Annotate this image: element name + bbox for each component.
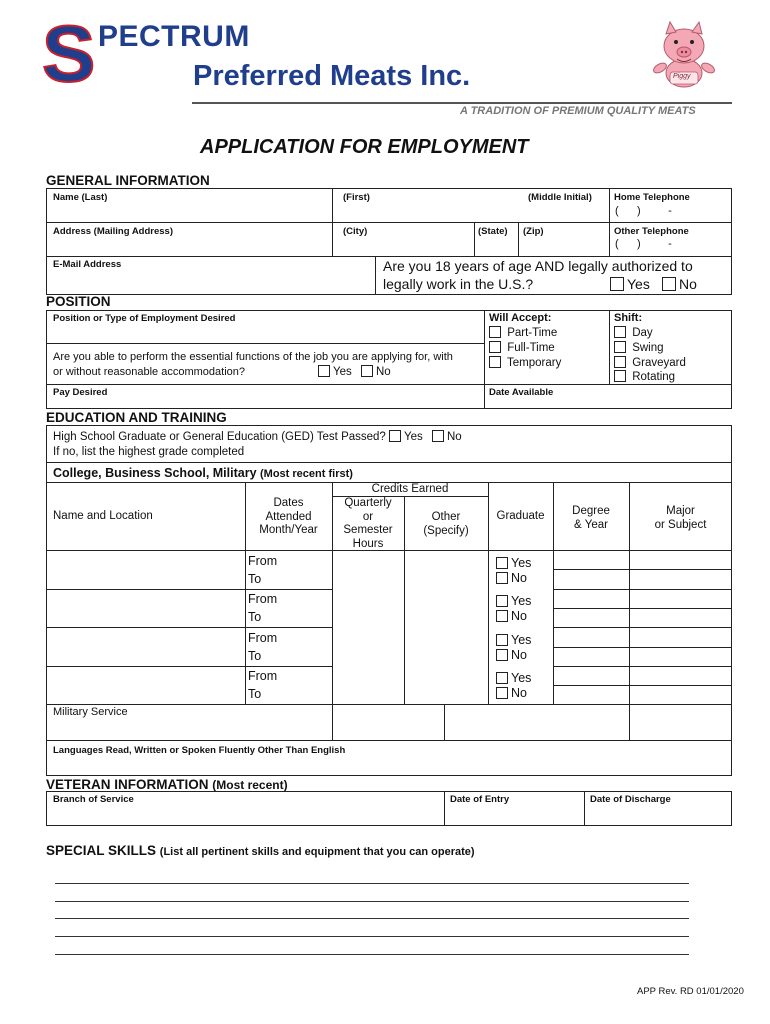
divider: [584, 791, 585, 826]
no-label: No: [447, 431, 462, 443]
tagline: A TRADITION OF PREMIUM QUALITY MEATS: [460, 105, 696, 117]
hs-grade-field[interactable]: If no, list the highest grade completed: [53, 446, 245, 458]
header-line: Hours: [352, 537, 384, 550]
swing-checkbox[interactable]: [614, 341, 626, 353]
option-label: Full-Time: [507, 342, 555, 354]
row3-to: To: [248, 649, 262, 663]
header-line: (Specify): [423, 525, 469, 537]
shift-label: Shift:: [614, 312, 643, 324]
divider: [553, 569, 732, 570]
header-line: Quarterly: [344, 497, 392, 509]
veteran-title: [46, 777, 288, 792]
divider: [46, 589, 333, 590]
home-telephone-field[interactable]: Home Telephone: [614, 192, 690, 203]
general-information-title: GENERAL INFORMATION: [46, 173, 210, 188]
college-title: [53, 466, 353, 480]
hs-yes-option[interactable]: [389, 430, 423, 443]
logo-s: S: [42, 9, 96, 98]
header-line: & Year: [574, 519, 608, 531]
divider: [46, 256, 732, 257]
yes-label: Yes: [511, 556, 532, 570]
row2-grad-yes[interactable]: [496, 594, 531, 608]
header-rule: [192, 102, 732, 104]
logo-preferred-meats: Preferred Meats Inc.: [193, 60, 471, 92]
accept-full-time-option[interactable]: [489, 341, 555, 354]
row3-grad-no[interactable]: [496, 648, 527, 662]
college-subtitle: (Most recent first): [260, 468, 353, 480]
grad-yes-checkbox[interactable]: [496, 595, 508, 607]
hs-no-option[interactable]: [432, 430, 462, 443]
header-line: Dates: [273, 497, 304, 509]
divider: [46, 222, 732, 223]
skills-line[interactable]: [55, 936, 689, 937]
option-label: Swing: [632, 342, 664, 354]
divider: [46, 740, 732, 741]
yes-label: Yes: [511, 594, 532, 608]
accept-part-time-option[interactable]: [489, 326, 557, 339]
skills-line[interactable]: [55, 954, 689, 955]
accept-temporary-option[interactable]: [489, 356, 561, 369]
email-field[interactable]: E-Mail Address: [53, 259, 122, 270]
row2-grad-no[interactable]: [496, 609, 527, 623]
military-service-field[interactable]: Military Service: [53, 706, 128, 718]
grad-no-checkbox[interactable]: [496, 649, 508, 661]
divider: [46, 666, 333, 667]
divider: [444, 791, 445, 826]
divider: [46, 384, 732, 385]
row4-from: From: [248, 669, 278, 683]
middle-initial-field[interactable]: (Middle Initial): [528, 192, 592, 203]
name-location-header: Name and Location: [53, 510, 153, 522]
row2-from: From: [248, 592, 278, 606]
header-line: Month/Year: [259, 524, 318, 536]
part-time-checkbox[interactable]: [489, 326, 501, 338]
logo: [40, 9, 510, 98]
quarterly-hours-header: [332, 497, 404, 551]
divider: [553, 666, 732, 667]
other-specify-header: [404, 510, 488, 538]
degree-year-header: [553, 504, 629, 532]
header-line: Other: [431, 511, 461, 523]
grad-no-checkbox[interactable]: [496, 572, 508, 584]
header-line: Attended: [265, 510, 312, 523]
divider: [553, 608, 732, 609]
position-desired-field[interactable]: Position or Type of Employment Desired: [53, 313, 236, 324]
shift-rotating-option[interactable]: [614, 370, 675, 383]
header-line: or Subject: [654, 519, 707, 531]
header-line: or: [362, 510, 374, 523]
special-skills-title: [46, 843, 475, 858]
grad-yes-checkbox[interactable]: [496, 634, 508, 646]
yes-label: Yes: [511, 671, 532, 685]
major-subject-header: [629, 504, 732, 532]
divider: [553, 589, 732, 590]
day-checkbox[interactable]: [614, 326, 626, 338]
header-line: Semester: [343, 524, 393, 536]
will-accept-label: Will Accept:: [489, 312, 552, 324]
pay-desired-field[interactable]: Pay Desired: [53, 387, 108, 398]
no-label: No: [511, 648, 527, 662]
grad-no-checkbox[interactable]: [496, 687, 508, 699]
address-field[interactable]: Address (Mailing Address): [53, 226, 174, 237]
skills-line[interactable]: [55, 918, 689, 919]
languages-field[interactable]: Languages Read, Written or Spoken Fluently Other Than English: [53, 745, 346, 756]
college-title-text: College, Business School, Military: [53, 466, 257, 480]
essential-yes-option[interactable]: [318, 365, 352, 378]
age-no-checkbox[interactable]: [662, 277, 676, 291]
no-label: No: [511, 609, 527, 623]
essential-no-option[interactable]: [361, 365, 391, 378]
divider: [474, 222, 475, 256]
divider: [553, 685, 732, 686]
mascot-label: Piggy: [673, 73, 691, 80]
age-yes-checkbox[interactable]: [610, 277, 624, 291]
form-title: APPLICATION FOR EMPLOYMENT: [200, 136, 529, 158]
divider: [609, 188, 610, 256]
other-phone-template: ( ) -: [615, 238, 672, 250]
skills-title-text: SPECIAL SKILLS: [46, 843, 157, 858]
shift-graveyard-option[interactable]: [614, 356, 686, 369]
no-label: No: [511, 686, 527, 700]
age-question: Are you 18 years of age AND legally authorized to: [383, 258, 693, 274]
yes-label: Yes: [511, 633, 532, 647]
dates-attended-header: [245, 497, 332, 538]
other-telephone-field[interactable]: Other Telephone: [614, 226, 689, 237]
full-time-checkbox[interactable]: [489, 341, 501, 353]
divider: [518, 222, 519, 256]
grad-yes-checkbox[interactable]: [496, 557, 508, 569]
divider: [46, 343, 484, 344]
temporary-checkbox[interactable]: [489, 356, 501, 368]
row1-grad-no[interactable]: [496, 571, 527, 585]
veteran-title-text: VETERAN INFORMATION: [46, 777, 209, 792]
divider: [46, 462, 732, 463]
essential-yes-checkbox[interactable]: [318, 365, 330, 377]
yes-label: Yes: [627, 276, 650, 292]
essential-functions-question-line2: or without reasonable accommodation?: [53, 366, 246, 378]
option-label: Temporary: [507, 357, 562, 369]
skills-line[interactable]: [55, 901, 689, 902]
no-label: No: [376, 366, 391, 378]
divider: [444, 704, 445, 740]
revision-footer: APP Rev. RD 01/01/2020: [637, 986, 744, 997]
hs-yes-checkbox[interactable]: [389, 430, 401, 442]
row4-grad-no[interactable]: [496, 686, 527, 700]
age-yes-option[interactable]: [610, 276, 650, 292]
header-line: Degree: [572, 505, 610, 517]
zip-field[interactable]: (Zip): [523, 226, 544, 237]
divider: [332, 188, 333, 256]
no-label: No: [679, 276, 697, 292]
state-field[interactable]: (State): [478, 226, 508, 237]
divider: [375, 256, 376, 295]
position-title: POSITION: [46, 294, 111, 309]
graveyard-checkbox[interactable]: [614, 356, 626, 368]
date-of-discharge-field[interactable]: Date of Discharge: [590, 794, 671, 805]
rotating-checkbox[interactable]: [614, 370, 626, 382]
row4-grad-yes[interactable]: [496, 671, 531, 685]
option-label: Rotating: [632, 371, 676, 383]
grad-yes-checkbox[interactable]: [496, 672, 508, 684]
graduate-header: Graduate: [496, 510, 545, 522]
city-field[interactable]: (City): [343, 226, 368, 237]
skills-line[interactable]: [55, 883, 689, 884]
date-of-entry-field[interactable]: Date of Entry: [450, 794, 510, 805]
name-last-field[interactable]: Name (Last): [53, 192, 108, 203]
option-label: Part-Time: [507, 327, 558, 339]
option-label: Day: [632, 327, 653, 339]
no-label: No: [511, 571, 527, 585]
skills-subtitle: (List all pertinent skills and equipment that you can operate): [159, 846, 475, 858]
row3-from: From: [248, 631, 278, 645]
veteran-subtitle: (Most recent): [212, 778, 288, 792]
education-title: EDUCATION AND TRAINING: [46, 410, 227, 425]
logo-spectrum: PECTRUM: [98, 20, 250, 53]
pig-mascot-icon: [644, 18, 724, 93]
essential-functions-question: Are you able to perform the essential functions of the job you are applying for, with: [53, 351, 453, 363]
essential-no-checkbox[interactable]: [361, 365, 373, 377]
branch-of-service-field[interactable]: Branch of Service: [53, 794, 134, 805]
divider: [46, 704, 732, 705]
hs-no-checkbox[interactable]: [432, 430, 444, 442]
age-no-option[interactable]: [662, 276, 697, 292]
divider: [553, 647, 732, 648]
row1-grad-yes[interactable]: [496, 556, 531, 570]
grad-no-checkbox[interactable]: [496, 610, 508, 622]
divider: [553, 627, 732, 628]
row4-to: To: [248, 687, 262, 701]
hs-question: High School Graduate or General Education (GED) Test Passed?: [53, 431, 386, 443]
shift-day-option[interactable]: [614, 326, 653, 339]
divider: [609, 310, 610, 384]
row2-to: To: [248, 610, 262, 624]
home-phone-template: ( ) -: [615, 205, 672, 217]
credits-earned-header: Credits Earned: [371, 483, 449, 495]
option-label: Graveyard: [632, 357, 686, 369]
row1-from: From: [248, 554, 278, 568]
date-available-field[interactable]: Date Available: [489, 387, 554, 398]
yes-label: Yes: [333, 366, 352, 378]
divider: [484, 310, 485, 409]
row3-grad-yes[interactable]: [496, 633, 531, 647]
row1-to: To: [248, 572, 262, 586]
divider: [46, 627, 333, 628]
age-question-line2: legally work in the U.S.?: [383, 276, 534, 292]
first-name-field[interactable]: (First): [343, 192, 370, 203]
yes-label: Yes: [404, 431, 423, 443]
header-line: Major: [666, 505, 695, 517]
shift-swing-option[interactable]: [614, 341, 664, 354]
